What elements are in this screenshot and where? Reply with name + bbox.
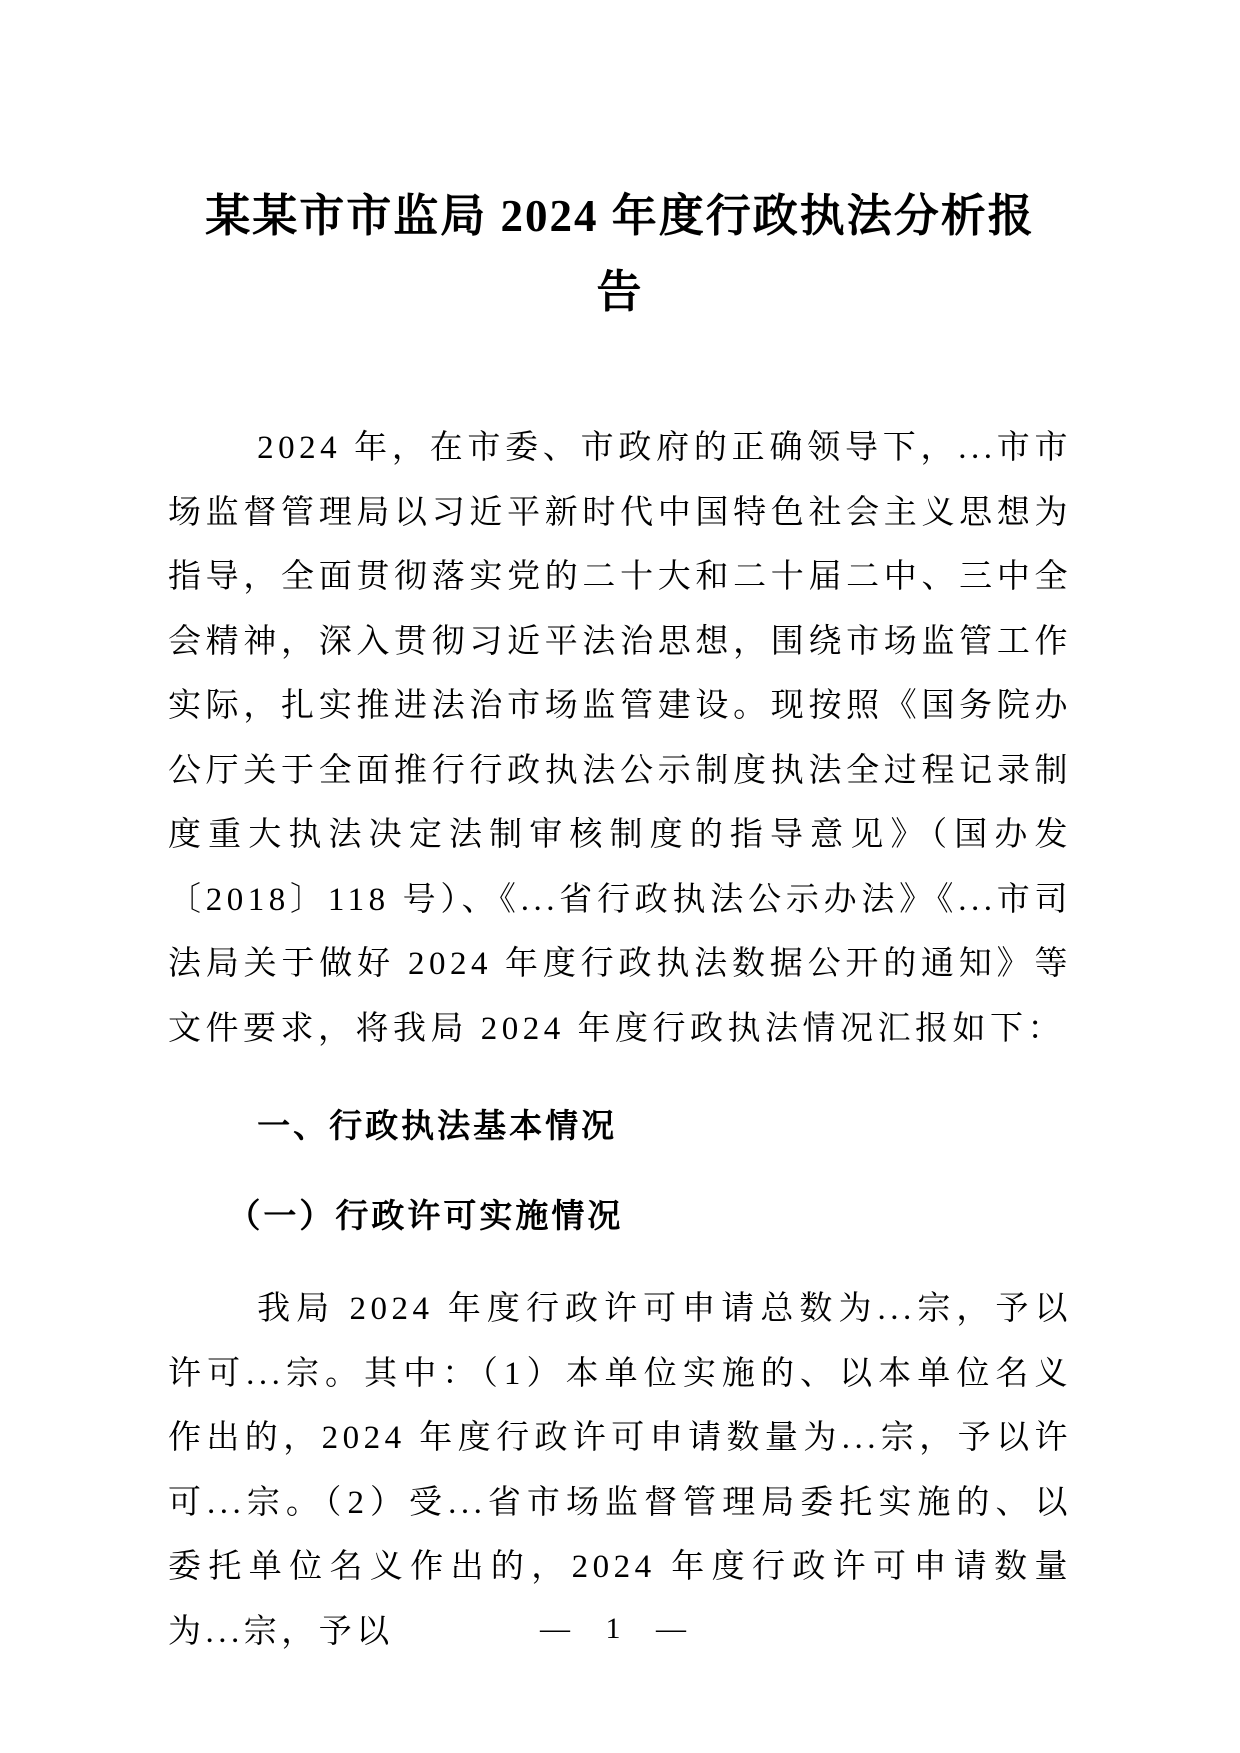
section-1-heading: 一、行政执法基本情况 — [257, 1107, 618, 1144]
document-content — [168, 0, 1072, 1664]
document-title: 某某市市监局 2024 年度行政执法分析报告 — [205, 191, 1035, 317]
subsection-1-1-heading: （一）行政许可实施情况 — [227, 1198, 624, 1235]
page-number: — 1 — — [540, 1612, 700, 1645]
subsection-1-1-paragraph: 我局 2024 年度行政许可申请总数为...宗，予以许可...宗。其中：（1）本单位实施的、以本单位名义作出的，2024 年度行政许可申请数量为...宗，予以许可...宗。（2）受...省市场监督管理局委托实施的、以委托单位名义作出的，2024 年度行政许可申请数量为...宗，予以 — [168, 1291, 1072, 1650]
intro-paragraph: 2024 年，在市委、市政府的正确领导下，...市市场监督管理局以习近平新时代中国特色社会主义思想为指导，全面贯彻落实党的二十大和二十届二中、三中全会精神，深入贯彻习近平法治思想，围绕市场监管工作实际，扎实推进法治市场监管建设。现按照《国务院办公厅关于全面推行行政执法公示制度执法全过程记录制度重大执法决定法制审核制度的指导意见》（国办发〔2018〕118 号）、《...省行政执法公示办法》《...市司法局关于做好 2024 年度行政执法数据公开的通知》等文件要求，将我局 2024 年度行政执法情况汇报如下： — [168, 430, 1072, 1047]
